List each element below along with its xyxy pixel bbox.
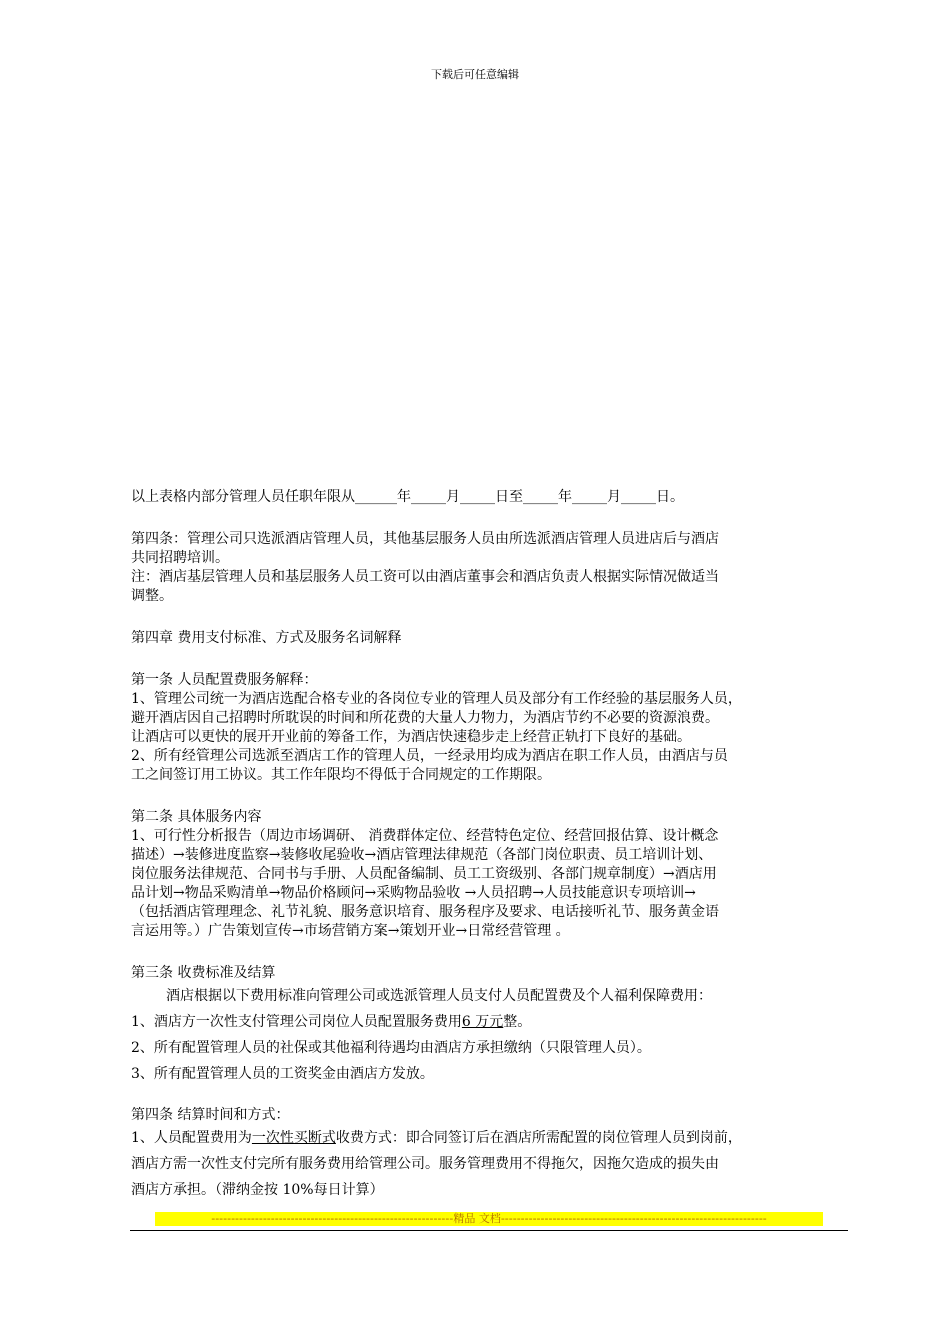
header-note: 下载后可任意编辑 [431, 68, 519, 81]
clause1-line: 让酒店可以更快的展开开业前的筹备工作，为酒店快速稳步走上经营正轨打下良好的基础。 [131, 729, 691, 745]
clause3-item2: 2、所有配置管理人员的社保或其他福利待遇均由酒店方承担缴纳（只限管理人员）。 [131, 1040, 651, 1056]
clause2-line: 1、可行性分析报告（周边市场调研、 消费群体定位、经营特色定位、经营回报估算、设计概念 [131, 828, 719, 844]
clause4-item1: 1、人员配置费用为一次性买断式收费方式：即合同签订后在酒店所需配置的岗位管理人员到岗前， [131, 1130, 742, 1146]
tenure-line: 以上表格内部分管理人员任职年限从______年_____月_____日至_____年_____月_____日。 [131, 489, 684, 505]
note-line: 调整。 [131, 588, 173, 604]
clause2-line: （包括酒店管理理念、礼节礼貌、服务意识培育、服务程序及要求、电话接听礼节、服务黄金语 [131, 904, 719, 920]
clause1-line: 2、所有经管理公司选派至酒店工作的管理人员，一经录用均成为酒店在职工作人员，由酒店与员 [131, 748, 728, 764]
clause1-title: 第一条 人员配置费服务解释： [131, 672, 318, 688]
payment-term: 一次性买断式 [251, 1130, 336, 1146]
clause3-item1: 1、酒店方一次性支付管理公司岗位人员配置服务费用6 万元整。 [131, 1014, 532, 1030]
clause1-line: 避开酒店因自己招聘时所耽误的时间和所花费的大量人力物力，为酒店节约不必要的资源浪费。 [131, 710, 719, 726]
note-line: 注：酒店基层管理人员和基层服务人员工资可以由酒店董事会和酒店负责人根据实际情况做适当 [131, 569, 719, 585]
clause2-line: 描述）→装修进度监察→装修收尾验收→酒店管理法律规范（各部门岗位职责、员工培训计划、 [131, 847, 713, 863]
clause4-items [131, 1125, 871, 1203]
clause1-line: 1、管理公司统一为酒店选配合格专业的各岗位专业的管理人员及部分有工作经验的基层服务人员， [131, 691, 742, 707]
clause2-line: 言运用等。）广告策划宣传→市场营销方案→策划开业→日常经营管理 。 [131, 923, 570, 939]
clause3-items [131, 983, 871, 1087]
chapter-title: 第四章 费用支付标准、方式及服务名词解释 [131, 630, 402, 646]
clause2-title: 第二条 具体服务内容 [131, 809, 262, 825]
clause3-intro: 酒店根据以下费用标准向管理公司或选派管理人员支付人员配置费及个人福利保障费用： [166, 988, 712, 1004]
clause4-title: 第四条 结算时间和方式： [131, 1107, 290, 1123]
article4-line: 共同招聘培训。 [131, 550, 229, 566]
clause3-item3: 3、所有配置管理人员的工资奖金由酒店方发放。 [131, 1066, 434, 1082]
clause3-title: 第三条 收费标准及结算 [131, 965, 276, 981]
document-body [131, 488, 871, 1203]
clause4-line: 酒店方承担。（滞纳金按 10%每日计算） [131, 1182, 384, 1198]
footer-banner: -------------------------------------------------------------精品 文档------------------------------------------------------------------- [155, 1212, 823, 1226]
clause2-line: 品计划→物品采购清单→物品价格顾问→采购物品验收 →人员招聘→人员技能意识专项培训→ [131, 885, 696, 901]
clause2-line: 岗位服务法律规范、合同书与手册、人员配备编制、员工工资级别、各部门规章制度）→酒店用 [131, 866, 717, 882]
article4-line: 第四条：管理公司只选派酒店管理人员，其他基层服务人员由所选派酒店管理人员进店后与酒店 [131, 531, 719, 547]
fee-amount: 6 万元 [461, 1014, 504, 1030]
clause4-line: 酒店方需一次性支付完所有服务费用给管理公司。服务管理费用不得拖欠，因拖欠造成的损失由 [131, 1156, 719, 1172]
footer [130, 1212, 848, 1231]
clause1-line: 工之间签订用工协议。其工作年限均不得低于合同规定的工作期限。 [131, 767, 551, 783]
